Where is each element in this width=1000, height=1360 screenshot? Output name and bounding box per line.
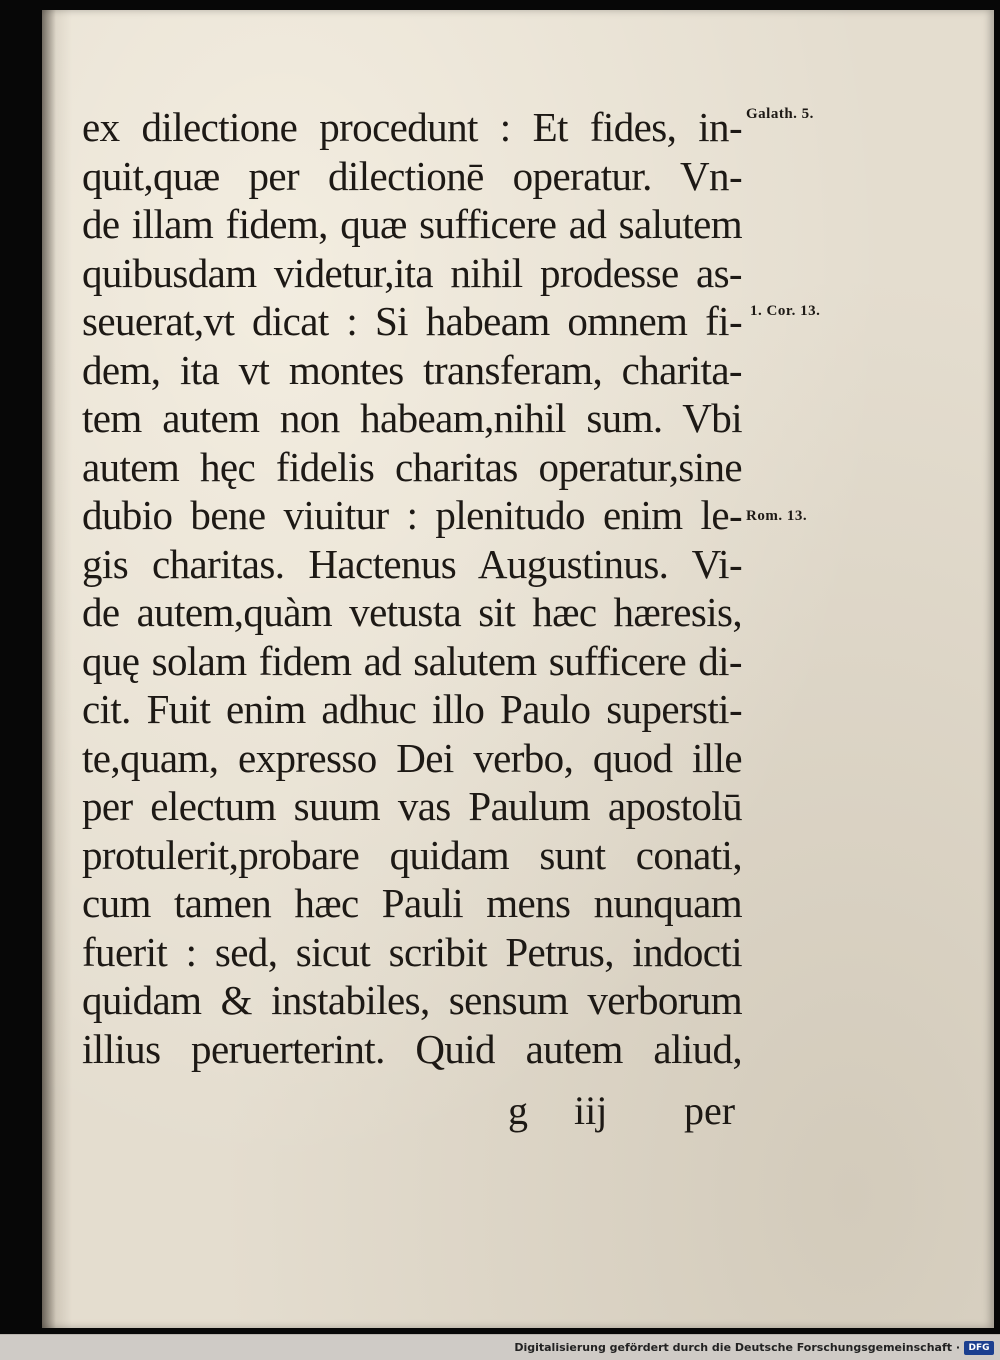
footer-bar	[0, 1334, 1000, 1360]
text-line: quit,quæ per dilectionē operatur. Vn-	[82, 152, 742, 199]
text-line: quę solam fidem ad salutem sufficere di-	[82, 637, 742, 684]
text-line: dubio bene viuitur : plenitudo enim le-	[82, 492, 742, 538]
text-line: seuerat,vt dicat : Si habeam omnem fi-	[82, 298, 742, 344]
text-line: quibusdam videtur,ita nihil prodesse as-	[82, 249, 742, 296]
text-line: te,quam, expresso Dei verbo, quod ille	[82, 734, 742, 781]
text-line: illius peruerterint. Quid autem aliud,	[82, 1025, 742, 1072]
marginal-note-cor: 1. Cor. 13.	[750, 303, 821, 319]
funding-credit: Digitalisierung gefördert durch die Deutsche Forschungsgemeinschaft ·	[514, 1341, 960, 1354]
text-line: ex dilectione procedunt : Et fides, in-	[82, 104, 742, 150]
signature-numeral: iij	[574, 1088, 608, 1133]
text-line: fuerit : sed, sicut scribit Petrus, indocti	[82, 928, 742, 975]
text-line: de illam fidem, quæ sufficere ad salutem	[82, 201, 742, 247]
text-line: cum tamen hæc Pauli mens nunquam	[82, 880, 742, 926]
text-line: gis charitas. Hactenus Augustinus. Vi-	[82, 540, 742, 587]
text-line: tem autem non habeam,nihil sum. Vbi	[82, 395, 742, 441]
text-line: protulerit,probare quidam sunt conati,	[82, 831, 742, 878]
text-line: dem, ita vt montes transferam, charita-	[82, 346, 742, 393]
page-text	[82, 103, 742, 1073]
text-line: autem hęc fidelis charitas operatur,sine	[82, 443, 742, 490]
text-line: de autem,quàm vetusta sit hæc hæresis,	[82, 589, 742, 635]
marginal-note-rom: Rom. 13.	[746, 508, 808, 524]
catchword: per	[684, 1088, 736, 1133]
marginal-note-galath: Galath. 5.	[746, 106, 814, 122]
spine-shadow	[42, 10, 56, 1328]
text-line: cit. Fuit enim adhuc illo Paulo supersti-	[82, 686, 742, 732]
dfg-logo: DFG	[964, 1341, 994, 1355]
signature-letter: g	[508, 1088, 528, 1133]
text-line: per electum suum vas Paulum apostolū	[82, 783, 742, 829]
text-line: quidam & instabiles, sensum verborum	[82, 977, 742, 1023]
